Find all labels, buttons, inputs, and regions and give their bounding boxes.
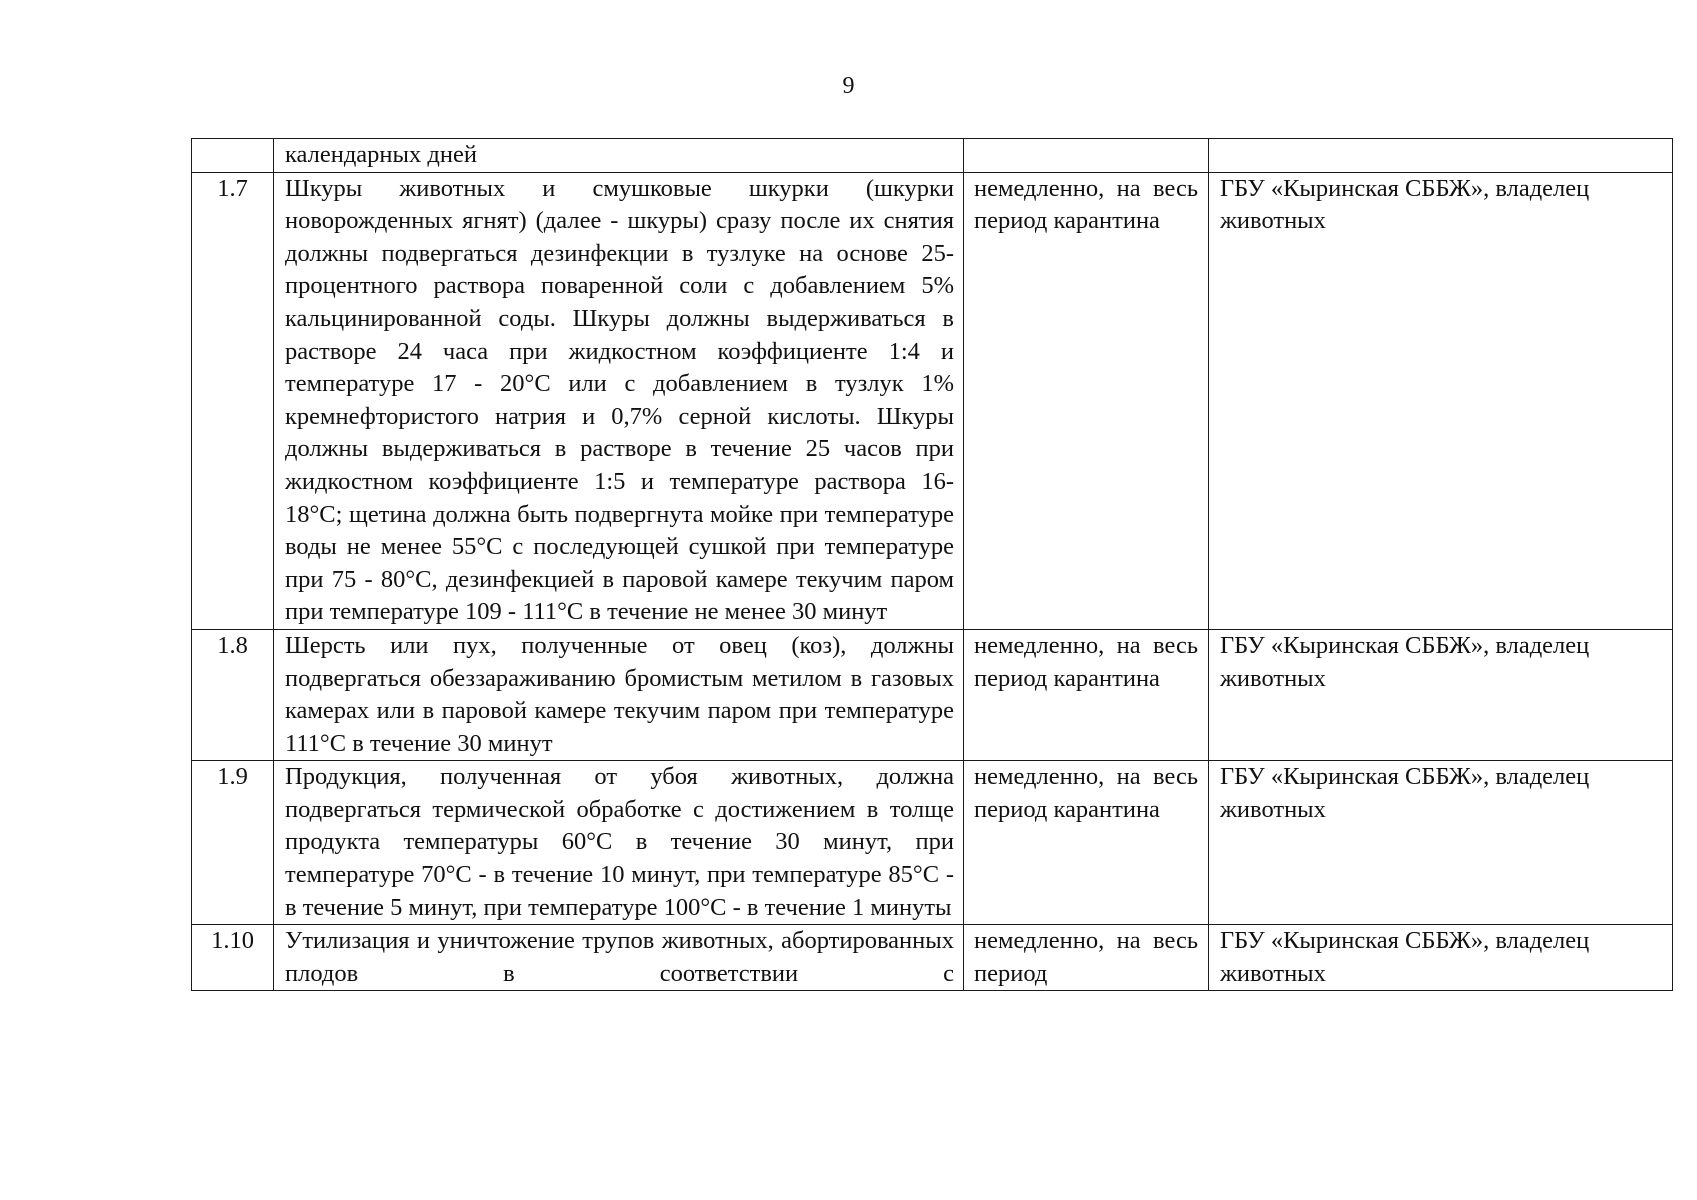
term-text: немедленно, на весь период карантина	[964, 172, 1209, 629]
measures-table	[191, 138, 1673, 991]
row-number: 1.9	[192, 761, 274, 925]
term-text: немедленно, на весь период карантина	[964, 629, 1209, 760]
measure-text: Шкуры животных и смушковые шкурки (шкурки новорожденных ягнят) (далее - шкуры) сразу после их снятия должны подвергаться дезинфекции в тузлуке на основе 25-процентного раствора поваренной соли с добавлением 5% кальцинированной соды. Шкуры должны выдерживаться в растворе 24 часа при жидкостном коэффициенте 1:4 и температуре 17 - 20°C или с добавлением в тузлук 1% кремнефтористого натрия и 0,7% серной кислоты. Шкуры должны выдерживаться в растворе в течение 25 часов при жидкостном коэффициенте 1:5 и температуре раствора 16-18°C; щетина должна быть подвергнута мойке при температуре воды не менее 55°C с последующей сушкой при температуре при 75 - 80°C, дезинфекцией в паровой камере текучим паром при температуре 109 - 111°C в течение не менее 30 минут	[274, 172, 964, 629]
measure-text: Утилизация и уничтожение трупов животных, абортированных плодов в соответствии с	[274, 925, 964, 991]
measure-text: Шерсть или пух, полученные от овец (коз), должны подвергаться обеззараживанию бромистым метилом в газовых камерах или в паровой камере текучим паром при температуре 111°C в течение 30 минут	[274, 629, 964, 760]
measure-text: календарных дней	[274, 139, 964, 173]
row-number	[192, 139, 274, 173]
responsible-text: ГБУ «Кыринская СББЖ», владелец животных	[1209, 761, 1673, 925]
row-number: 1.7	[192, 172, 274, 629]
table-row	[192, 629, 1673, 760]
responsible-text: ГБУ «Кыринская СББЖ», владелец животных	[1209, 172, 1673, 629]
table-row	[192, 172, 1673, 629]
term-text: немедленно, на весь период	[964, 925, 1209, 991]
table-row	[192, 761, 1673, 925]
row-number: 1.10	[192, 925, 274, 991]
responsible-text: ГБУ «Кыринская СББЖ», владелец животных	[1209, 629, 1673, 760]
row-number: 1.8	[192, 629, 274, 760]
responsible-text	[1209, 139, 1673, 173]
term-text: немедленно, на весь период карантина	[964, 761, 1209, 925]
term-text	[964, 139, 1209, 173]
page-number: 9	[842, 73, 855, 99]
measure-text: Продукция, полученная от убоя животных, должна подвергаться термической обработке с достижением в толще продукта температуры 60°C в течение 30 минут, при температуре 70°C - в течение 10 минут, при температуре 85°C - в течение 5 минут, при температуре 100°C - в течение 1 минуты	[274, 761, 964, 925]
responsible-text: ГБУ «Кыринская СББЖ», владелец животных	[1209, 925, 1673, 991]
table-row	[192, 139, 1673, 173]
table-row	[192, 925, 1673, 991]
